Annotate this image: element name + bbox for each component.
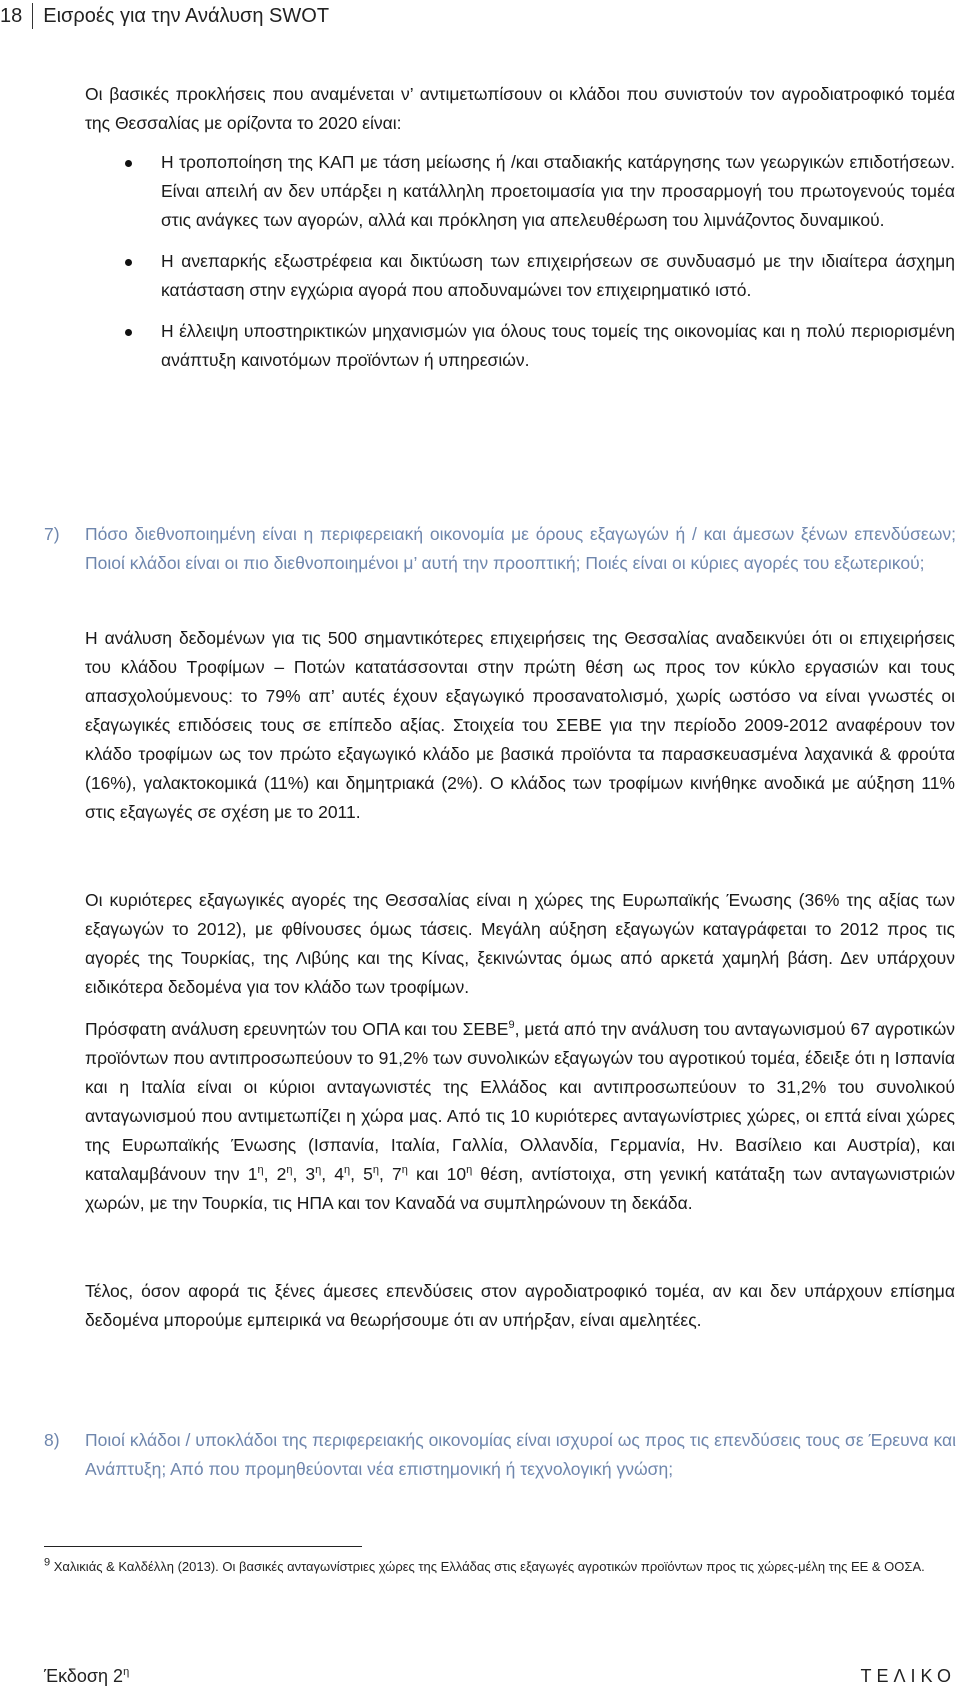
paragraph-export-markets: Οι κυριότερες εξαγωγικές αγορές της Θεσσαλίας είναι η χώρες της Ευρωπαϊκής Ένωσης (36% της αξίας των εξαγωγών το 2012), με φθίνουσες όμως τάσεις. Μεγάλη αύξηση εξαγωγών καταγράφεται το 2012 προς τις αγορές της Τουρκίας, της Λιβύης και της Κίνας, ξεκινώντας όμως από αρκετά χαμηλή βάση. Δεν υπάρχουν ειδικότερα δεδομένα για τον κλάδο των τροφίμων. (85, 890, 955, 997)
question-text: Ποιοί κλάδοι / υποκλάδοι της περιφερειακής οικονομίας είναι ισχυροί ως προς τις επενδύσεις τους σε Έρευνα και Ανάπτυξη; Από που προμηθεύονται νέα επιστημονική ή τεχνολογική γνώση; (85, 1430, 956, 1479)
challenges-list (85, 148, 955, 387)
bullet-text: Η ανεπαρκής εξωστρέφεια και δικτύωση των επιχειρήσεων σε συνδυασμό με την ιδιαίτερα άσχημη κατάσταση στην εγχώρια αγορά που αποδυναμώνει τον επιχειρηματικό ιστό. (161, 251, 955, 300)
question-8 (44, 1426, 956, 1484)
page-number: 18 (0, 4, 23, 27)
footnote-text: Χαλικιάς & Καλδέλλη (2013). Οι βασικές ανταγωνίστριες χώρες της Ελλάδας στις εξαγωγές αγροτικών προϊόντων προς τις χώρες-μέλη της ΕΕ & ΟΟΣΑ. (50, 1559, 925, 1574)
paragraph-exports-analysis: Η ανάλυση δεδομένων για τις 500 σημαντικότερες επιχειρήσεις της Θεσσαλίας αναδεικνύει ότι οι επιχειρήσεις του κλάδου Τροφίμων – Ποτών κατατάσσονται στην πρώτη θέση ως προς τον κύκλο εργασιών και τους απασχολούμενους: το 79% απ’ αυτές έχουν εξαγωγικό προσανατολισμό, χωρίς ωστόσο να είναι γνωστές οι εξαγωγικές επιδόσεις τους σε επίπεδο αξίας. Στοιχεία του ΣΕΒΕ για την περίοδο 2009-2012 αναφέρουν τον κλάδο τροφίμων ως τον πρώτο εξαγωγικό κλάδο με βασικά προϊόντα τα παρασκευασμένα λαχανικά & φρούτα (16%), γαλακτοκομικά (11%) και δημητριακά (2%). Ο κλάδος των τροφίμων κινήθηκε ανοδικά με αύξηση 11% στις εξαγωγές σε σχέση με το 2011. (85, 628, 955, 822)
bullet-icon (125, 259, 132, 266)
footnote-number: 9 (44, 1556, 51, 1569)
edition-label: Έκδοση $2^\eta$ (44, 1666, 130, 1686)
bullet-text: Η έλλειψη υποστηρικτικών μηχανισμών για όλους τους τομείς της οικονομίας και η πολύ περιορισμένη ανάπτυξη καινοτόμων προϊόντων ή υπηρεσιών. (161, 321, 955, 370)
footnote-ref[interactable]: 9 (508, 1019, 515, 1032)
status-label: ΤΕΛΙΚΟ (860, 1666, 956, 1686)
page-header (0, 4, 329, 28)
list-item (85, 247, 955, 305)
question-7 (44, 520, 956, 578)
footnote-divider (44, 1546, 362, 1547)
header-title: Εισροές για την Ανάλυση SWOT (43, 4, 330, 27)
list-item (85, 148, 955, 235)
bullet-icon (125, 160, 132, 167)
intro-paragraph: Οι βασικές προκλήσεις που αναμένεται ν’ αντιμετωπίσουν οι κλάδοι που συνιστούν τον αγροδιατροφικό τομέα της Θεσσαλίας με ορίζοντα το 2020 είναι: (85, 84, 955, 133)
bullet-icon (125, 329, 132, 336)
footnote (44, 1556, 956, 1577)
question-number: 8) (44, 1430, 60, 1450)
paragraph-competition: Πρόσφατη ανάλυση ερευνητών του ΟΠΑ και του ΣΕΒΕ$^9$, μετά από την ανάλυση του ανταγωνισμού 67 αγροτικών προϊόντων που αντιπροσωπεύουν το 91,2% των συνολικών εξαγωγών του αγροτικού τομέα, έδειξε ότι η Ισπανία και η Ιταλία είναι οι κύριοι ανταγωνιστές της Ελλάδος και αντιπροσωπεύουν το 31,2% του συνολικού ανταγωνισμού που αντιμετωπίζει η χώρα μας. Από τις 10 κυριότερες ανταγωνίστριες χώρες, οι επτά είναι χώρες της Ευρωπαϊκής Ένωσης (Ισπανία, Ιταλία, Γαλλία, Ολλανδία, Γερμανία, Ην. Βασίλειο και Αυστρία), και καταλαμβάνουν την $1^\eta$, $2^\eta$, $3^\eta$, $4^\eta$, $5^\eta$, $7^\eta$ και $10^\eta$ θέση, αντίστοιχα, στη γενική κατάταξη των ανταγωνιστριών χωρών, με την Τουρκία, τις ΗΠΑ και τον Καναδά να συμπληρώνουν τη δεκάδα. (85, 1019, 955, 1213)
question-text: Πόσο διεθνοποιημένη είναι η περιφερειακή οικονομία με όρους εξαγωγών ή / και άμεσων ξένων επενδύσεων; Ποιοί κλάδοι είναι οι πιο διεθνοποιημένοι μ’ αυτή την προοπτική; Ποιές είναι οι κύριες αγορές του εξωτερικού; (85, 524, 956, 573)
bullet-text: Η τροποποίηση της ΚΑΠ με τάση μείωσης ή /και σταδιακής κατάργησης των γεωργικών επιδοτήσεων. Είναι απειλή αν δεν υπάρξει η κατάλληλη προετοιμασία για την προσαρμογή του πρωτογενούς τομέα στις ανάγκες των αγορών, αλλά και πρόκληση για απελευθέρωση του λιμνάζοντος δυναμικού. (161, 152, 955, 230)
question-number: 7) (44, 524, 60, 544)
list-item (85, 317, 955, 375)
header-divider (32, 3, 33, 29)
paragraph-fdi: Τέλος, όσον αφορά τις ξένες άμεσες επενδύσεις στον αγροδιατροφικό τομέα, αν και δεν υπάρχουν επίσημα δεδομένα μπορούμε εμπειρικά να θεωρήσουμε ότι αν υπήρξαν, είναι αμελητέες. (85, 1281, 955, 1330)
